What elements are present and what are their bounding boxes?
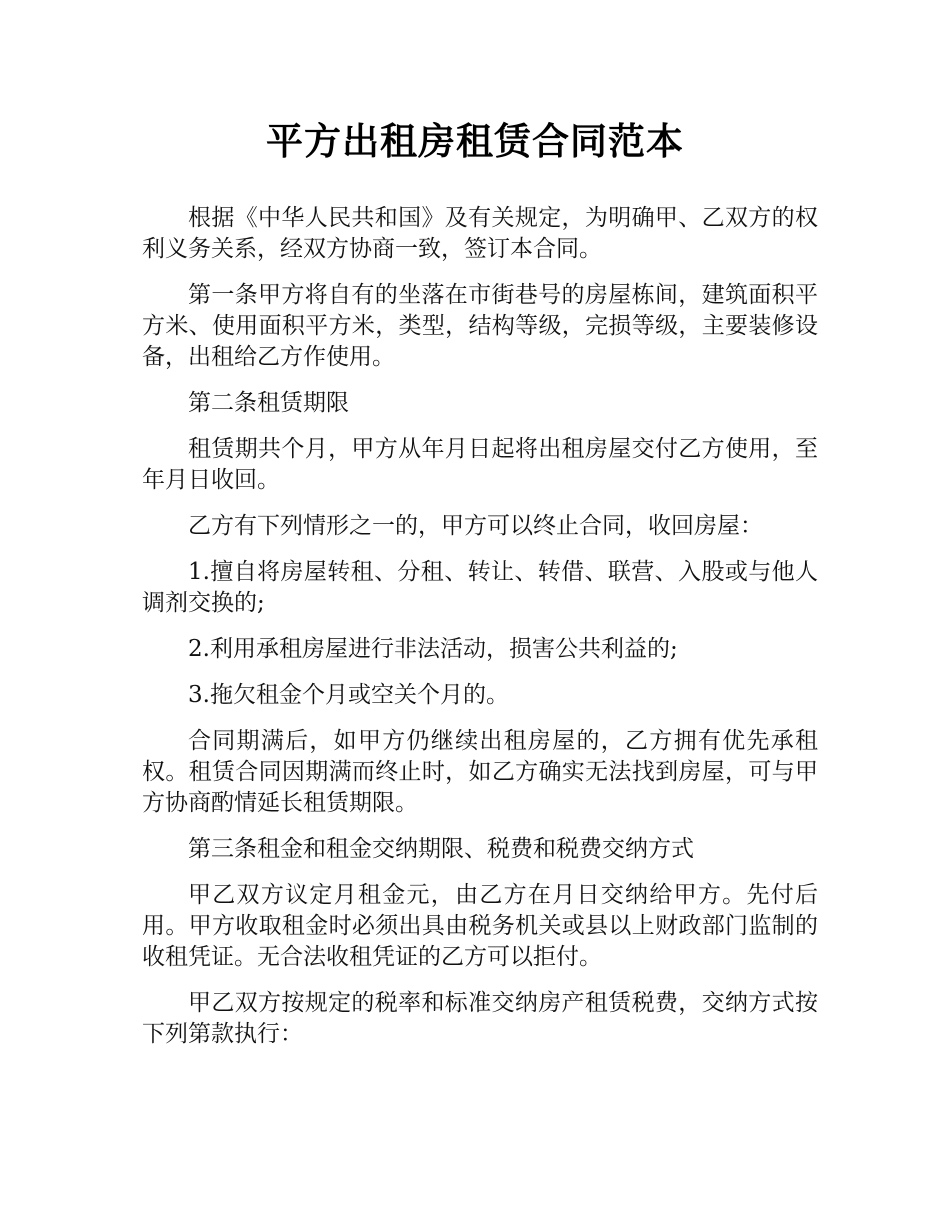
paragraph-termination-conditions: 乙方有下列情形之一的，甲方可以终止合同，收回房屋：: [188, 513, 763, 539]
paragraph-tax-payment: 甲乙双方按规定的税率和标准交纳房产租赁税费，交纳方式按下列第款执行：: [142, 990, 818, 1047]
paragraph-renewal: 合同期满后，如甲方仍继续出租房屋的，乙方拥有优先承租权。租赁合同因期满而终止时，如乙方确实无法找到房屋，可与甲方协商酌情延长租赁期限。: [142, 728, 818, 816]
paragraph-preamble: 根据《中华人民共和国》及有关规定，为明确甲、乙双方的权利义务关系，经双方协商一致，签订本合同。: [142, 205, 818, 262]
paragraph-article-3-heading: 第三条租金和租金交纳期限、税费和税费交纳方式: [188, 836, 694, 862]
paragraph-condition-1: 1.擅自将房屋转租、分租、转让、转借、联营、入股或与他人调剂交换的;: [142, 559, 818, 616]
paragraph-rent-payment: 甲乙双方议定月租金元，由乙方在月日交纳给甲方。先付后用。甲方收取租金时必须出具由税务机关或县以上财政部门监制的收租凭证。无合法收租凭证的乙方可以拒付。: [142, 882, 818, 970]
paragraph-article-2-heading: 第二条租赁期限: [188, 390, 349, 416]
paragraph-condition-2: 2.利用承租房屋进行非法活动，损害公共利益的;: [188, 636, 678, 662]
document-body: [142, 203, 818, 1065]
paragraph-article-1: 第一条甲方将自有的坐落在市街巷号的房屋栋间，建筑面积平方米、使用面积平方米，类型，结构等级，完损等级，主要装修设备，出租给乙方作使用。: [142, 282, 818, 370]
paragraph-condition-3: 3.拖欠租金个月或空关个月的。: [188, 682, 509, 708]
document-title: 平方出租房租赁合同范本: [266, 120, 684, 163]
paragraph-lease-term: 租赁期共个月，甲方从年月日起将出租房屋交付乙方使用，至年月日收回。: [142, 436, 818, 493]
